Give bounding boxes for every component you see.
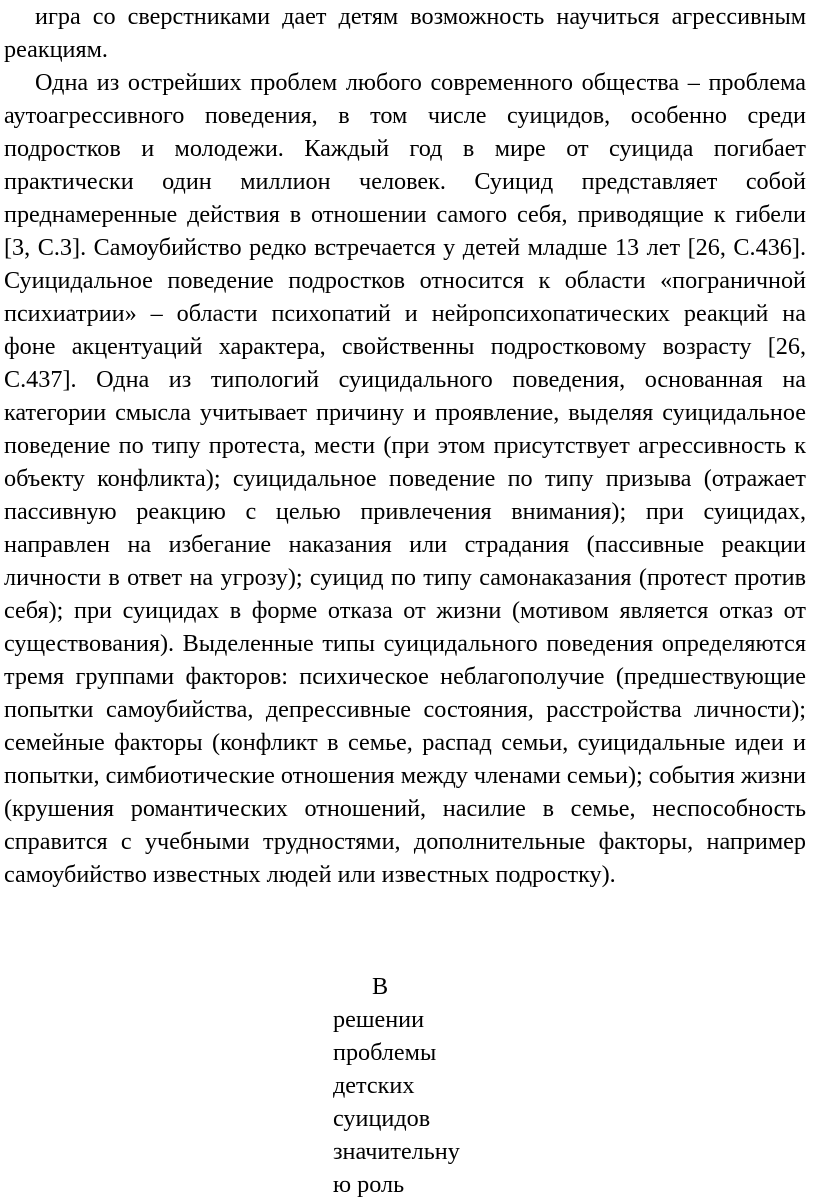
column-line-7-left: ю	[333, 1171, 352, 1198]
column-line-2: решении	[333, 1006, 425, 1033]
column-line-1: В	[372, 973, 389, 1000]
column-line-7-right: роль	[357, 1171, 405, 1198]
paragraph-2: Одна из острейших проблем любого современного общества – проблема аутоагрессивного поведения, в том числе суицидов, особенно среди подростков и молодежи. Каждый год в мире от суицида погибает практически один миллион человек. Суицид представляет собой преднамеренные действия в отношении самого себя, приводящие к гибели [3, С.3]. Самоубийство редко встречается у детей младше 13 лет [26, С.436]. Суицидальное поведение подростков относится к области «пограничной психиатрии» – области психопатий и нейропсихопатических реакций на фоне акцентуаций характера, свойственны подростковому возрасту [26, С.437]. Одна из типологий суицидального поведения, основанная на категории смысла учитывает причину и проявление, выделяя суицидальное поведение по типу протеста, мести (при этом присутствует агрессивность к объекту конфликта); суицидальное поведение по типу призыва (отражает пассивную реакцию с целью привлечения внимания); при суицидах, направлен на избегание наказания или страдания (пассивные реакции личности в ответ на угрозу); суицид по типу самонаказания (протест против себя); при суицидах в форме отказа от жизни (мотивом является отказ от существования). Выделенные типы суицидального поведения определяются тремя группами факторов: психическое неблагополучие (предшествующие попытки самоубийства, депрессивные состояния, расстройства личности); семейные факторы (конфликт в семье, распад семьи, суицидальные идеи и попытки, симбиотические отношения между членами семьи); события жизни (крушения романтических отношений, насилие в семье, неспособность справится с учебными трудностями, дополнительные факторы, например самоубийство известных людей или известных подростку).	[4, 69, 806, 888]
column-line-7	[333, 1168, 481, 1201]
column-line-4: детских	[333, 1072, 415, 1099]
column-line-6: значительну	[333, 1138, 460, 1165]
narrow-text-column	[333, 970, 481, 1201]
paragraph-1: игра со сверстниками дает детям возможность научиться агрессивным реакциям.	[4, 3, 806, 63]
column-line-3: проблемы	[333, 1039, 437, 1066]
column-line-5: суицидов	[333, 1105, 431, 1132]
